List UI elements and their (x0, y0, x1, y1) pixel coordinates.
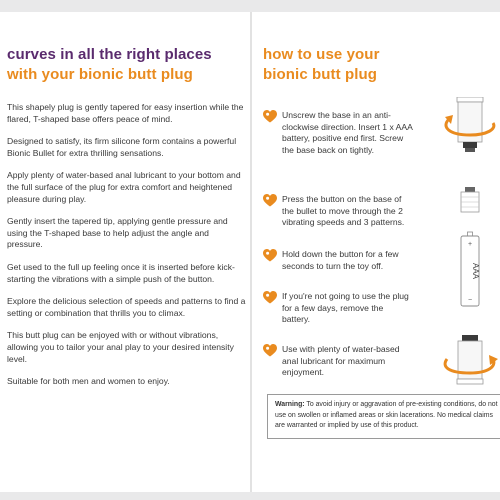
step-text: Press the button on the base of the bullet to move through the 2 vibrating speeds and 3 patterns. (282, 194, 405, 228)
description-paragraph: Gently insert the tapered tip, applying gentle pressure and using the T-shaped base to help adjust the angle and pressure. (7, 216, 228, 250)
description-paragraph: Designed to satisfy, its firm silicone form contains a powerful Bionic Bullet for extra thrilling sensations. (7, 136, 237, 158)
instruction-step (263, 110, 413, 156)
step-text: Use with plenty of water-based anal lubricant for maximum enjoyment. (282, 344, 400, 378)
heart-icon (263, 344, 277, 357)
warning-box (267, 394, 500, 439)
left-title-line2: with your bionic butt plug (7, 66, 193, 83)
step-text: If you're not going to use the plug for a few days, remove the battery. (282, 291, 409, 325)
description-paragraph: This shapely plug is gently tapered for easy insertion while the flared, T-shaped base offers peace of mind. (7, 102, 244, 124)
column-divider (250, 12, 252, 492)
instruction-step (263, 194, 413, 229)
right-title-line1: how to use your (263, 46, 380, 63)
svg-text:+: + (467, 241, 473, 248)
heart-icon (263, 194, 277, 207)
instruction-step (263, 291, 413, 326)
heart-icon (263, 249, 277, 262)
battery-icon (461, 232, 480, 306)
description-paragraph: Get used to the full up feeling once it is inserted before kick-starting the vibrations with a simple push of the button. (7, 261, 235, 284)
heart-icon (263, 291, 277, 304)
svg-text:−: − (467, 297, 473, 304)
bullet-body (461, 187, 479, 212)
leaflet-page (0, 12, 500, 492)
instruction-step (263, 344, 413, 379)
instructions-column (263, 45, 498, 430)
product-description-column (7, 45, 247, 399)
warning-label: Warning: (275, 401, 305, 408)
description-paragraph: Suitable for both men and women to enjoy. (7, 376, 170, 387)
heart-icon (263, 110, 277, 123)
right-title-line2: bionic butt plug (263, 66, 378, 83)
instruction-step (263, 249, 413, 272)
description-paragraph: This butt plug can be enjoyed with or without vibrations, allowing you to tailor your anal play to your desired intensity level. (7, 330, 234, 364)
bullet-cap-top (457, 97, 483, 152)
step-text: Hold down the button for a few seconds to turn the toy off. (282, 249, 399, 271)
bullet-battery-illustration (443, 97, 498, 387)
description-paragraph: Explore the delicious selection of speeds and patterns to find a setting or combination that thrills you to climax. (7, 296, 246, 318)
bullet-cap-bottom (457, 335, 483, 384)
warning-text: To avoid injury or aggravation of pre-existing conditions, do not use on swollen or inflamed areas or skin lacerations. No medical claims are warranted or implied by use of this product. (275, 401, 498, 430)
step-text: Unscrew the base in an anti-clockwise direction. Insert 1 x AAA battery, positive end first. Screw the base back on tightly. (282, 110, 413, 155)
description-paragraph: Apply plenty of water-based anal lubricant to your bottom and the full surface of the plug for extra comfort and heightened pleasure during play. (7, 170, 241, 204)
left-title-line1: curves in all the right places (7, 46, 212, 63)
battery-label: AAA (471, 262, 480, 280)
